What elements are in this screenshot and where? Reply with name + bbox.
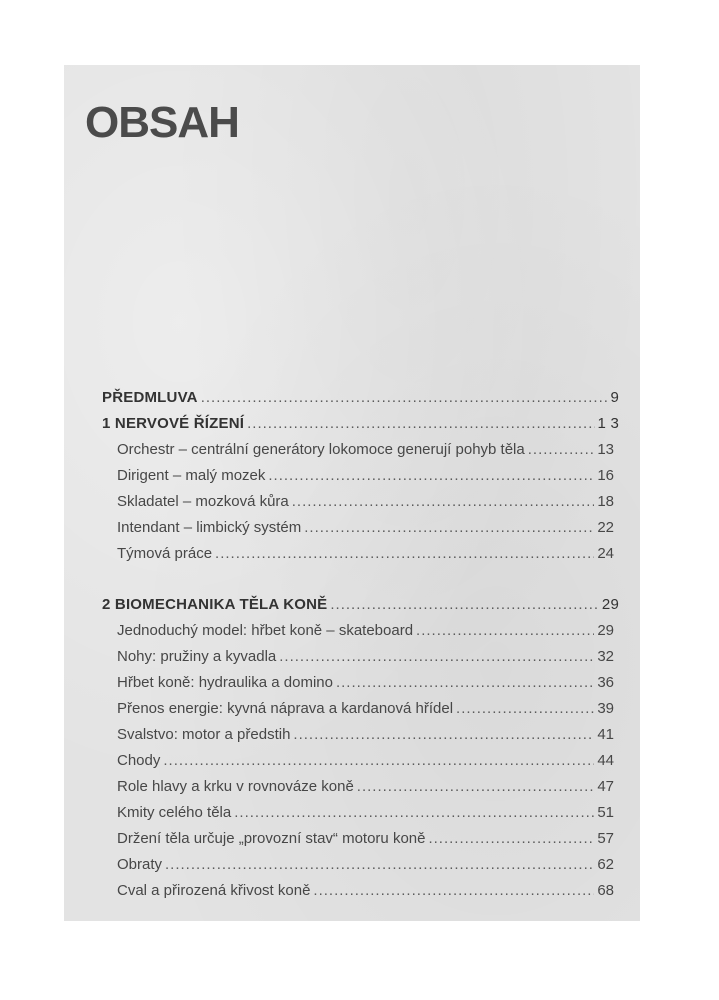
toc-item-label: Dirigent – malý mozek (117, 467, 266, 484)
toc-leader-dots (201, 386, 608, 410)
toc-item[interactable] (117, 879, 614, 903)
toc-page-number: 16 (597, 467, 614, 484)
toc-leader-dots (279, 645, 594, 669)
toc-leader-dots (428, 827, 594, 851)
toc-leader-dots (336, 671, 594, 695)
toc-page-number: 41 (597, 726, 614, 743)
page-title: OBSAH (85, 98, 239, 147)
toc-leader-dots (330, 593, 599, 617)
toc-item-label: Chody (117, 752, 161, 769)
toc-leader-dots (165, 853, 594, 877)
toc-page-number: 22 (597, 519, 614, 536)
toc-page-number: 68 (597, 882, 614, 899)
toc-leader-dots (215, 542, 594, 566)
toc-item[interactable] (117, 542, 614, 566)
toc-item[interactable] (117, 490, 614, 514)
toc-chapter-label: 2 BIOMECHANIKA TĚLA KONĚ (102, 596, 328, 613)
toc-item[interactable] (117, 853, 614, 877)
toc-page-number: 36 (597, 674, 614, 691)
toc-page-number: 47 (597, 778, 614, 795)
toc-page-number: 51 (597, 804, 614, 821)
toc-page-number: 24 (597, 545, 614, 562)
toc-leader-dots (528, 438, 595, 462)
toc-item[interactable] (117, 619, 614, 643)
toc-item[interactable] (117, 516, 614, 540)
toc-item-label: Svalstvo: motor a předstih (117, 726, 291, 743)
toc-leader-dots (456, 697, 594, 721)
toc-item[interactable] (117, 697, 614, 721)
toc-item-label: Hřbet koně: hydraulika a domino (117, 674, 333, 691)
toc-chapter-1[interactable] (102, 412, 619, 436)
toc-page-number: 57 (597, 830, 614, 847)
toc-leader-dots (247, 412, 594, 436)
toc-leader-dots (416, 619, 594, 643)
toc-page-number: 44 (597, 752, 614, 769)
toc-chapter-2[interactable] (102, 593, 619, 617)
toc-page-number: 29 (597, 622, 614, 639)
table-of-contents (64, 65, 640, 921)
toc-item[interactable] (117, 749, 614, 773)
toc-leader-dots (234, 801, 594, 825)
toc-item-label: Jednoduchý model: hřbet koně – skateboard (117, 622, 414, 639)
toc-item-label: Role hlavy a krku v rovnováze koně (117, 778, 354, 795)
toc-item-label: Nohy: pružiny a kyvadla (117, 648, 277, 665)
toc-item[interactable] (117, 801, 614, 825)
toc-page-number: 29 (601, 596, 619, 613)
toc-item[interactable] (117, 671, 614, 695)
toc-page-number: 9 (610, 389, 619, 406)
toc-item[interactable] (117, 645, 614, 669)
toc-page-number: 13 (597, 441, 614, 458)
toc-item-label: Držení těla určuje „provozní stav“ motoru koně (117, 830, 426, 847)
toc-leader-dots (357, 775, 595, 799)
toc-page-number: 39 (597, 700, 614, 717)
toc-leader-dots (293, 723, 594, 747)
toc-item[interactable] (117, 723, 614, 747)
toc-leader-dots (292, 490, 595, 514)
toc-leader-dots (304, 516, 594, 540)
toc-chapter-label: 1 NERVOVÉ ŘÍZENÍ (102, 415, 245, 432)
toc-item-label: Týmová práce (117, 545, 213, 562)
toc-chapter-label: PŘEDMLUVA (102, 389, 198, 406)
toc-item[interactable] (117, 827, 614, 851)
toc-leader-dots (268, 464, 594, 488)
toc-page-number: 62 (597, 856, 614, 873)
toc-item-label: Obraty (117, 856, 163, 873)
toc-page-number: 1 3 (597, 415, 619, 432)
toc-item[interactable] (117, 438, 614, 462)
toc-item-label: Intendant – limbický systém (117, 519, 302, 536)
toc-page-number: 32 (597, 648, 614, 665)
toc-item[interactable] (117, 775, 614, 799)
toc-item[interactable] (117, 464, 614, 488)
toc-chapter-preface[interactable] (102, 386, 619, 410)
toc-item-label: Orchestr – centrální generátory lokomoce generují pohyb těla (117, 441, 525, 458)
toc-item-label: Kmity celého těla (117, 804, 232, 821)
toc-item-label: Přenos energie: kyvná náprava a kardanová hřídel (117, 700, 454, 717)
toc-page-number: 18 (597, 493, 614, 510)
toc-item-label: Cval a přirozená křivost koně (117, 882, 311, 899)
toc-leader-dots (313, 879, 594, 903)
book-page (64, 65, 640, 921)
toc-item-label: Skladatel – mozková kůra (117, 493, 289, 510)
toc-leader-dots (163, 749, 594, 773)
